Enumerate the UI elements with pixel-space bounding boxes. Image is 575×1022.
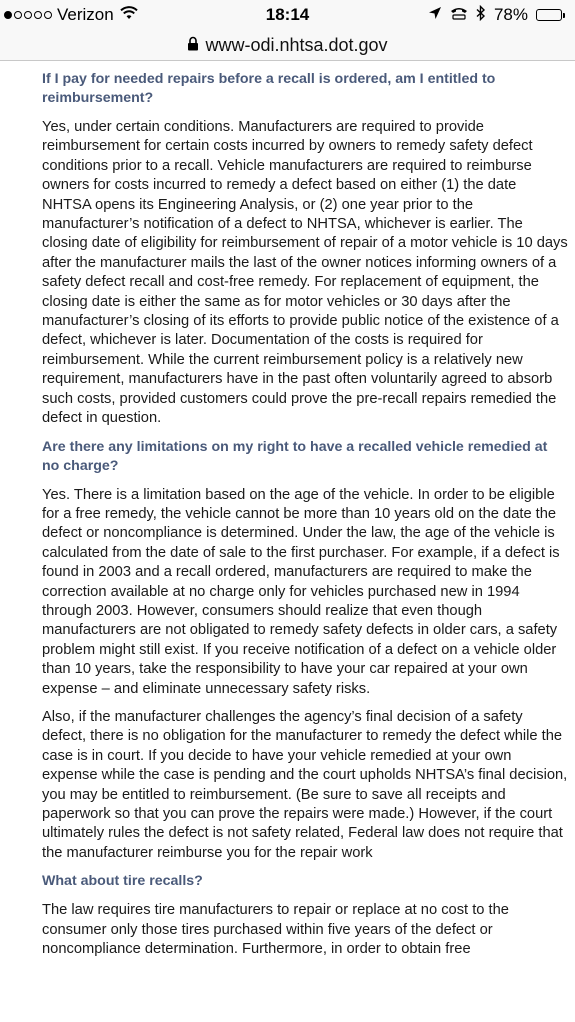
status-bar xyxy=(0,0,575,30)
faq-question: Are there any limitations on my right to have a recalled vehicle remedied at no charge? xyxy=(42,438,548,474)
faq-content xyxy=(42,60,568,968)
battery-icon xyxy=(536,9,565,21)
faq-section-reimbursement xyxy=(42,70,568,429)
wifi-icon xyxy=(120,5,138,25)
faq-answer: Yes. There is a limitation based on the age of the vehicle. In order to be eligible for a free remedy, the vehicle cannot be more than 10 years old on the date the defect or noncompliance is determined. Under the law, the age of the vehicle is calculated from the date of sale to the first purchaser. For example, if a defect is found in 2003 and a recall ordered, manufacturers are required to make the correction available at no charge only for vehicles purchased new in 1994 through 2003. However, consumers should realize that even though manufacturers are not obligated to remedy safety defects in older cars, a safety problem might still exist. If you receive notification of a defect on a vehicle older than 10 years, take the responsibility to have your car repaired at your own expense – and eliminate unnecessary safety risks. xyxy=(42,486,560,697)
bluetooth-icon xyxy=(476,5,486,26)
lock-icon xyxy=(187,35,199,56)
url-text[interactable]: www-odi.nhtsa.dot.gov xyxy=(205,34,388,55)
faq-answer: Also, if the manufacturer challenges the agency’s final decision of a safety defect, there is no obligation for the manufacturer to remedy the defect while the case is in court. If you decide to have your vehicle remedied at your own expense while the case is pending and the court upholds NHTSA’s final decision, you may be entitled to reimbursement. (Be sure to save all receipts and paperwork so that you can prove the repairs were made.) However, if the court ultimately rules the defect is not safety related, Federal law does not require that the manufacturer reimburse you for the repair work xyxy=(42,708,568,861)
status-time: 18:14 xyxy=(265,5,310,24)
faq-question: What about tire recalls? xyxy=(42,873,203,890)
faq-question: If I pay for needed repairs before a recall is ordered, am I entitled to reimbursement? xyxy=(42,71,496,106)
carrier-name: Verizon xyxy=(57,5,114,24)
tty-icon xyxy=(450,5,468,25)
faq-answer: Yes, under certain conditions. Manufacturers are required to provide reimbursement for certain costs incurred by owners to remedy safety defect conditions prior to a recall. Vehicle manufacturers are required to reimburse owners for costs incurred to remedy a defect based on either (1) the date NHTSA opens its Engineering Analysis, or (2) one year prior to the manufacturer’s notification of a defect to NHTSA, whichever is earlier. The closing date of eligibility for reimbursement of repair of a motor vehicle is 10 days after the manufacturer mails the last of the owner notices informing owners of a safety defect recall and cost-free remedy. For replacement of equipment, the closing date is either the same as for motor vehicles or 30 days after the manufacturer’s closing of its efforts to provide public notice of the existence of a defect, whichever is later. Documentation of the costs is required for reimbursement. While the current reimbursement policy is a relatively new requirement, manufacturers have in the past often voluntarily agreed to absorb such costs, provided customers could prove the pre-recall repairs remedied the defect in question. xyxy=(42,119,568,427)
faq-section-tire-recalls xyxy=(42,872,568,959)
location-arrow-icon xyxy=(428,5,442,25)
faq-section-limitations xyxy=(42,438,568,864)
faq-answer: The law requires tire manufacturers to repair or replace at no cost to the consumer only those tires purchased within five years of the defect or noncompliance determination. Furthermore, in order to obtain free xyxy=(42,902,509,958)
signal-strength-icon xyxy=(4,11,52,19)
battery-percent: 78% xyxy=(493,5,528,24)
address-bar[interactable] xyxy=(0,30,575,61)
